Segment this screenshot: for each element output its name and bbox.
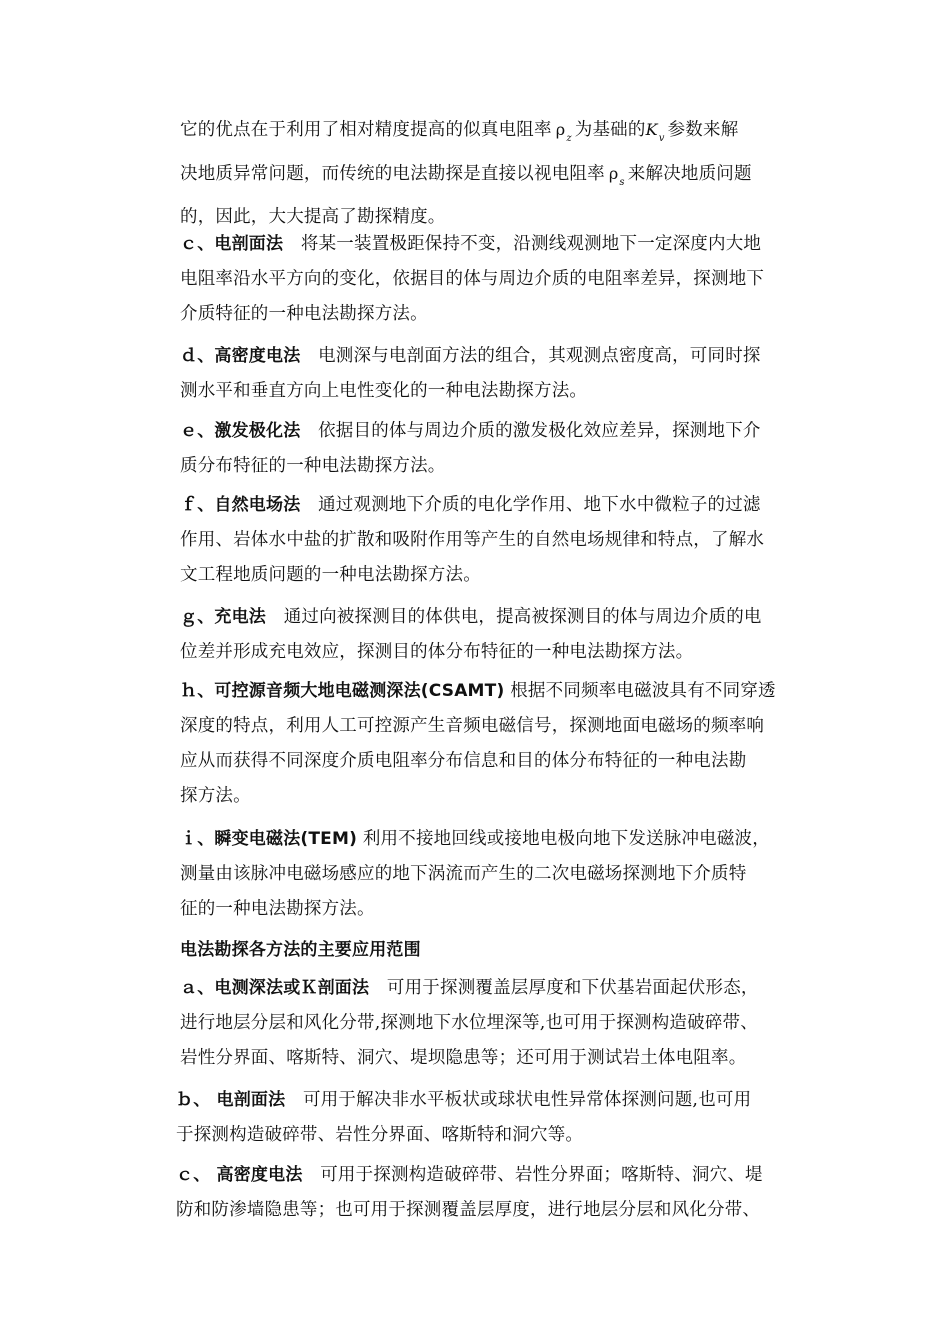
- method-term: ｃ、 高密度电法: [176, 1165, 303, 1185]
- text-line: 电阻率沿水平方向的变化，依据目的体与周边介质的电阻率差异，探测地下: [180, 269, 765, 289]
- method-d-paragraph: [180, 339, 810, 409]
- text-line: 征的一种电法勘探方法。: [180, 899, 375, 919]
- method-c-paragraph: [180, 227, 810, 332]
- text-line: [180, 600, 810, 635]
- text-line: [176, 1158, 806, 1193]
- text-line: 作用、岩体水中盐的扩散和吸附作用等产生的自然电场规律和特点，了解水: [180, 530, 765, 550]
- text-line: 深度的特点，利用人工可控源产生音频电磁信号，探测地面电磁场的频率响: [180, 716, 765, 736]
- subscript-z: z: [566, 133, 572, 144]
- text-line: 岩性分界面、喀斯特、洞穴、堤坝隐患等；还可用于测试岩土体电阻率。: [180, 1048, 747, 1068]
- rho-symbol: ρ: [555, 120, 566, 139]
- text-line: 进行地层分层和风化分带,探测地下水位埋深等,也可用于探测构造破碎带、: [180, 1013, 758, 1033]
- text-line: [180, 822, 810, 857]
- text-line: 文工程地质问题的一种电法勘探方法。: [180, 565, 481, 585]
- text-segment: 可用于探测覆盖层厚度和下伏基岩面起伏形态，: [369, 978, 759, 998]
- text-line: [180, 674, 810, 709]
- text-line: 位差并形成充电效应，探测目的体分布特征的一种电法勘探方法。: [180, 642, 694, 662]
- text-segment: 通过向被探测目的体供电，提高被探测目的体与周边介质的电: [266, 607, 762, 627]
- text-segment: 决地质异常问题，而传统的电法勘探是直接以视电阻率: [180, 164, 605, 184]
- method-term: ｈ、可控源音频大地电磁测深法(CSAMT): [180, 681, 505, 701]
- method-term: ａ、电测深法或Ｋ剖面法: [180, 978, 370, 998]
- text-segment: 将某一装置极距保持不变，沿测线观测地下一定深度内大地: [283, 234, 762, 254]
- method-term: ｆ、自然电场法: [180, 495, 301, 515]
- text-line: 测量由该脉冲电磁场感应的地下涡流而产生的二次电磁场探测地下介质特: [180, 864, 747, 884]
- text-line: 测水平和垂直方向上电性变化的一种电法勘探方法。: [180, 381, 588, 401]
- text-line: 防和防渗墙隐患等；也可用于探测覆盖层厚度，进行地层分层和风化分带、: [176, 1200, 761, 1220]
- method-term: ｃ、电剖面法: [180, 234, 284, 254]
- text-segment: 依据目的体与周边介质的激发极化效应差异，探测地下介: [300, 421, 761, 441]
- text-segment: 可用于探测构造破碎带、岩性分界面；喀斯特、洞穴、堤: [302, 1165, 763, 1185]
- text-line: [180, 971, 810, 1006]
- method-g-paragraph: [180, 600, 810, 670]
- text-line: 的，因此，大大提高了勘探精度。: [180, 207, 446, 227]
- intro-paragraph: [180, 112, 810, 235]
- text-line: [176, 1083, 806, 1118]
- text-segment: 电测深与电剖面方法的组合，其观测点密度高，可同时探: [300, 346, 761, 366]
- text-line: 于探测构造破碎带、岩性分界面、喀斯特和洞穴等。: [176, 1125, 584, 1145]
- text-segment: 利用不接地回线或接地电极向地下发送脉冲电磁波，: [357, 829, 770, 849]
- text-segment: 通过观测地下介质的电化学作用、地下水中微粒子的过滤: [300, 495, 761, 515]
- text-line: 质分布特征的一种电法勘探方法。: [180, 456, 446, 476]
- text-segment: 它的优点在于利用了相对精度提高的似真电阻率: [180, 120, 552, 140]
- k-symbol: K: [645, 120, 658, 139]
- method-term: ｄ、高密度电法: [180, 346, 301, 366]
- text-line: [180, 339, 810, 374]
- text-segment: 为基础的: [574, 120, 646, 140]
- rho-symbol: ρ: [608, 164, 619, 183]
- text-line: [180, 227, 810, 262]
- subscript-v: v: [658, 133, 665, 144]
- text-segment: 可用于解决非水平板状或球状电性异常体探测问题,也可用: [285, 1090, 752, 1110]
- method-e-paragraph: [180, 414, 810, 484]
- method-term: ｉ、瞬变电磁法(TEM): [180, 829, 358, 849]
- section-title: 电法勘探各方法的主要应用范围: [180, 940, 421, 960]
- method-h-paragraph: [180, 674, 810, 814]
- application-c-paragraph: [176, 1158, 806, 1228]
- text-line: [180, 156, 810, 200]
- text-line: [180, 488, 810, 523]
- text-line: 介质特征的一种电法勘探方法。: [180, 304, 428, 324]
- application-b-paragraph: [176, 1083, 806, 1153]
- method-i-paragraph: [180, 822, 810, 927]
- text-line: 探方法。: [180, 786, 251, 806]
- text-line: [180, 414, 810, 449]
- text-segment: 来解决地质问题: [627, 164, 752, 184]
- method-term: ｇ、充电法: [180, 607, 266, 627]
- method-term: ｂ、 电剖面法: [176, 1090, 286, 1110]
- text-segment: 参数来解: [667, 120, 739, 140]
- text-line: 应从而获得不同深度介质电阻率分布信息和目的体分布特征的一种电法勘: [180, 751, 747, 771]
- method-f-paragraph: [180, 488, 810, 593]
- method-term: ｅ、激发极化法: [180, 421, 301, 441]
- section-heading: [180, 933, 810, 968]
- text-line: [180, 112, 810, 156]
- application-a-paragraph: [180, 971, 810, 1076]
- subscript-s: s: [619, 177, 625, 188]
- text-segment: 根据不同频率电磁波具有不同穿透: [504, 681, 776, 701]
